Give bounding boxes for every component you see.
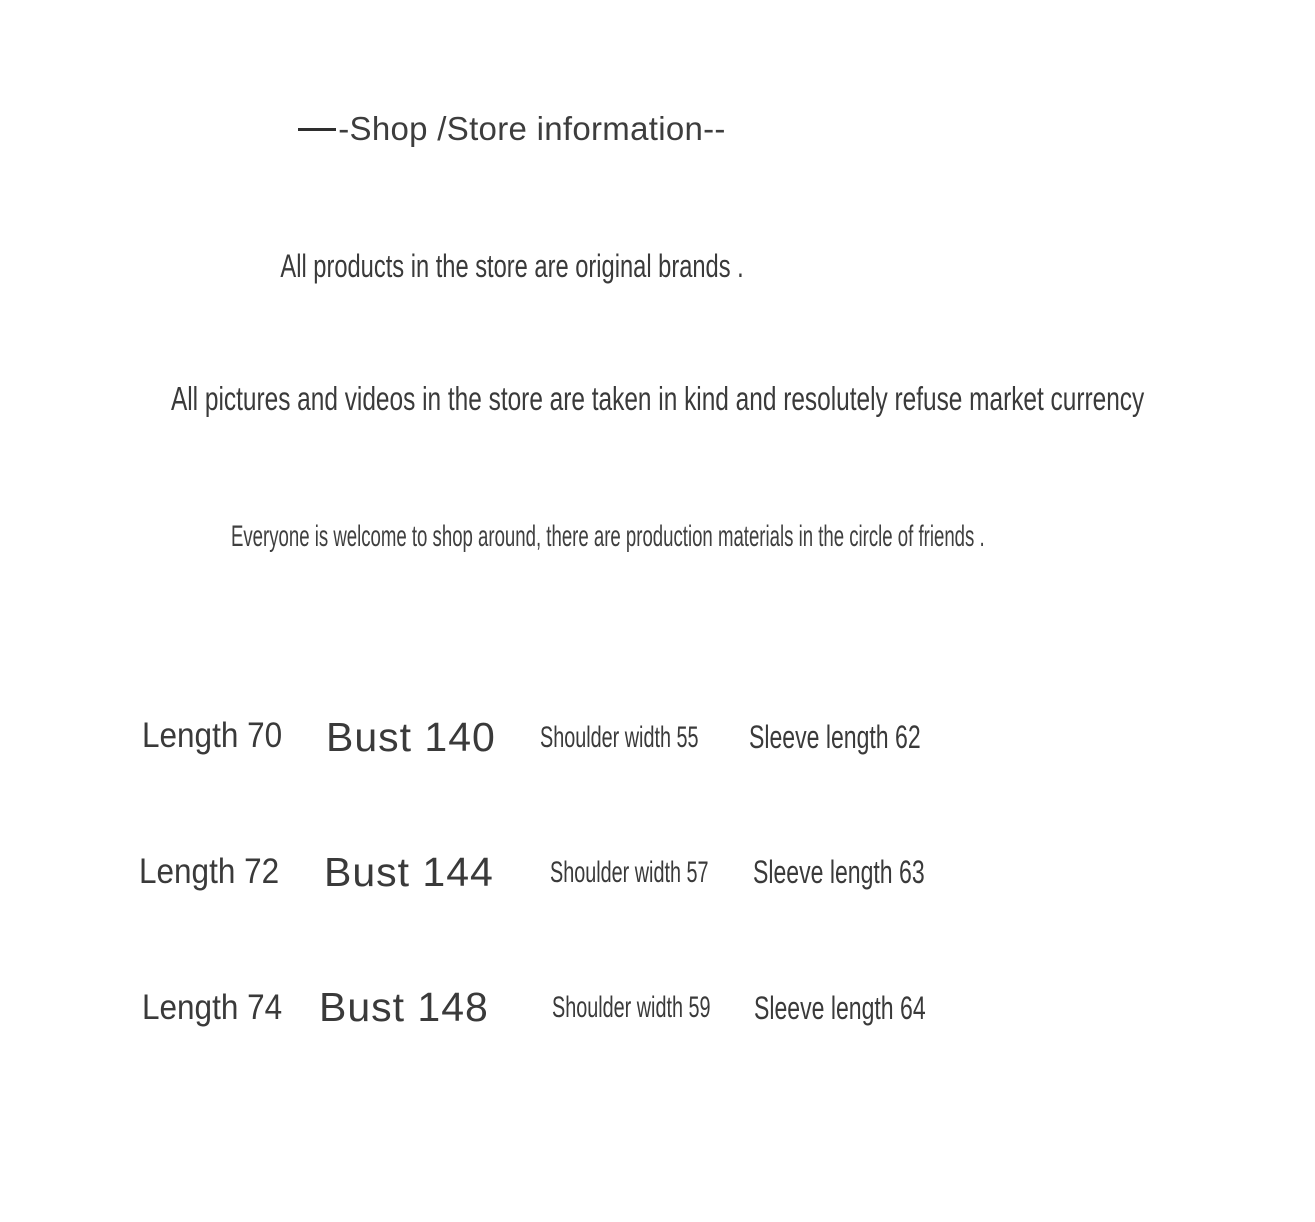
size-sleeve-length: Sleeve length 62 xyxy=(749,719,921,755)
size-length: Length 72 xyxy=(139,852,280,891)
size-sleeve-length: Sleeve length 63 xyxy=(753,854,925,890)
size-shoulder-width: Shoulder width 57 xyxy=(550,856,709,889)
title-text: -Shop /Store information-- xyxy=(338,110,726,147)
size-bust: Bust 144 xyxy=(324,849,494,895)
size-length: Length 74 xyxy=(142,988,283,1027)
size-bust: Bust 148 xyxy=(319,984,489,1030)
size-shoulder-width: Shoulder width 55 xyxy=(540,721,699,754)
notice-text: Everyone is welcome to shop around, there are production materials in the circle of friends . xyxy=(230,520,985,553)
notice-text: All products in the store are original brands . xyxy=(280,248,744,284)
notice-text: All pictures and videos in the store are taken in kind and resolutely refuse market currency xyxy=(170,380,1145,417)
size-bust: Bust 140 xyxy=(326,714,496,760)
size-length: Length 70 xyxy=(142,716,283,755)
size-sleeve-length: Sleeve length 64 xyxy=(754,990,926,1026)
size-shoulder-width: Shoulder width 59 xyxy=(552,991,711,1024)
